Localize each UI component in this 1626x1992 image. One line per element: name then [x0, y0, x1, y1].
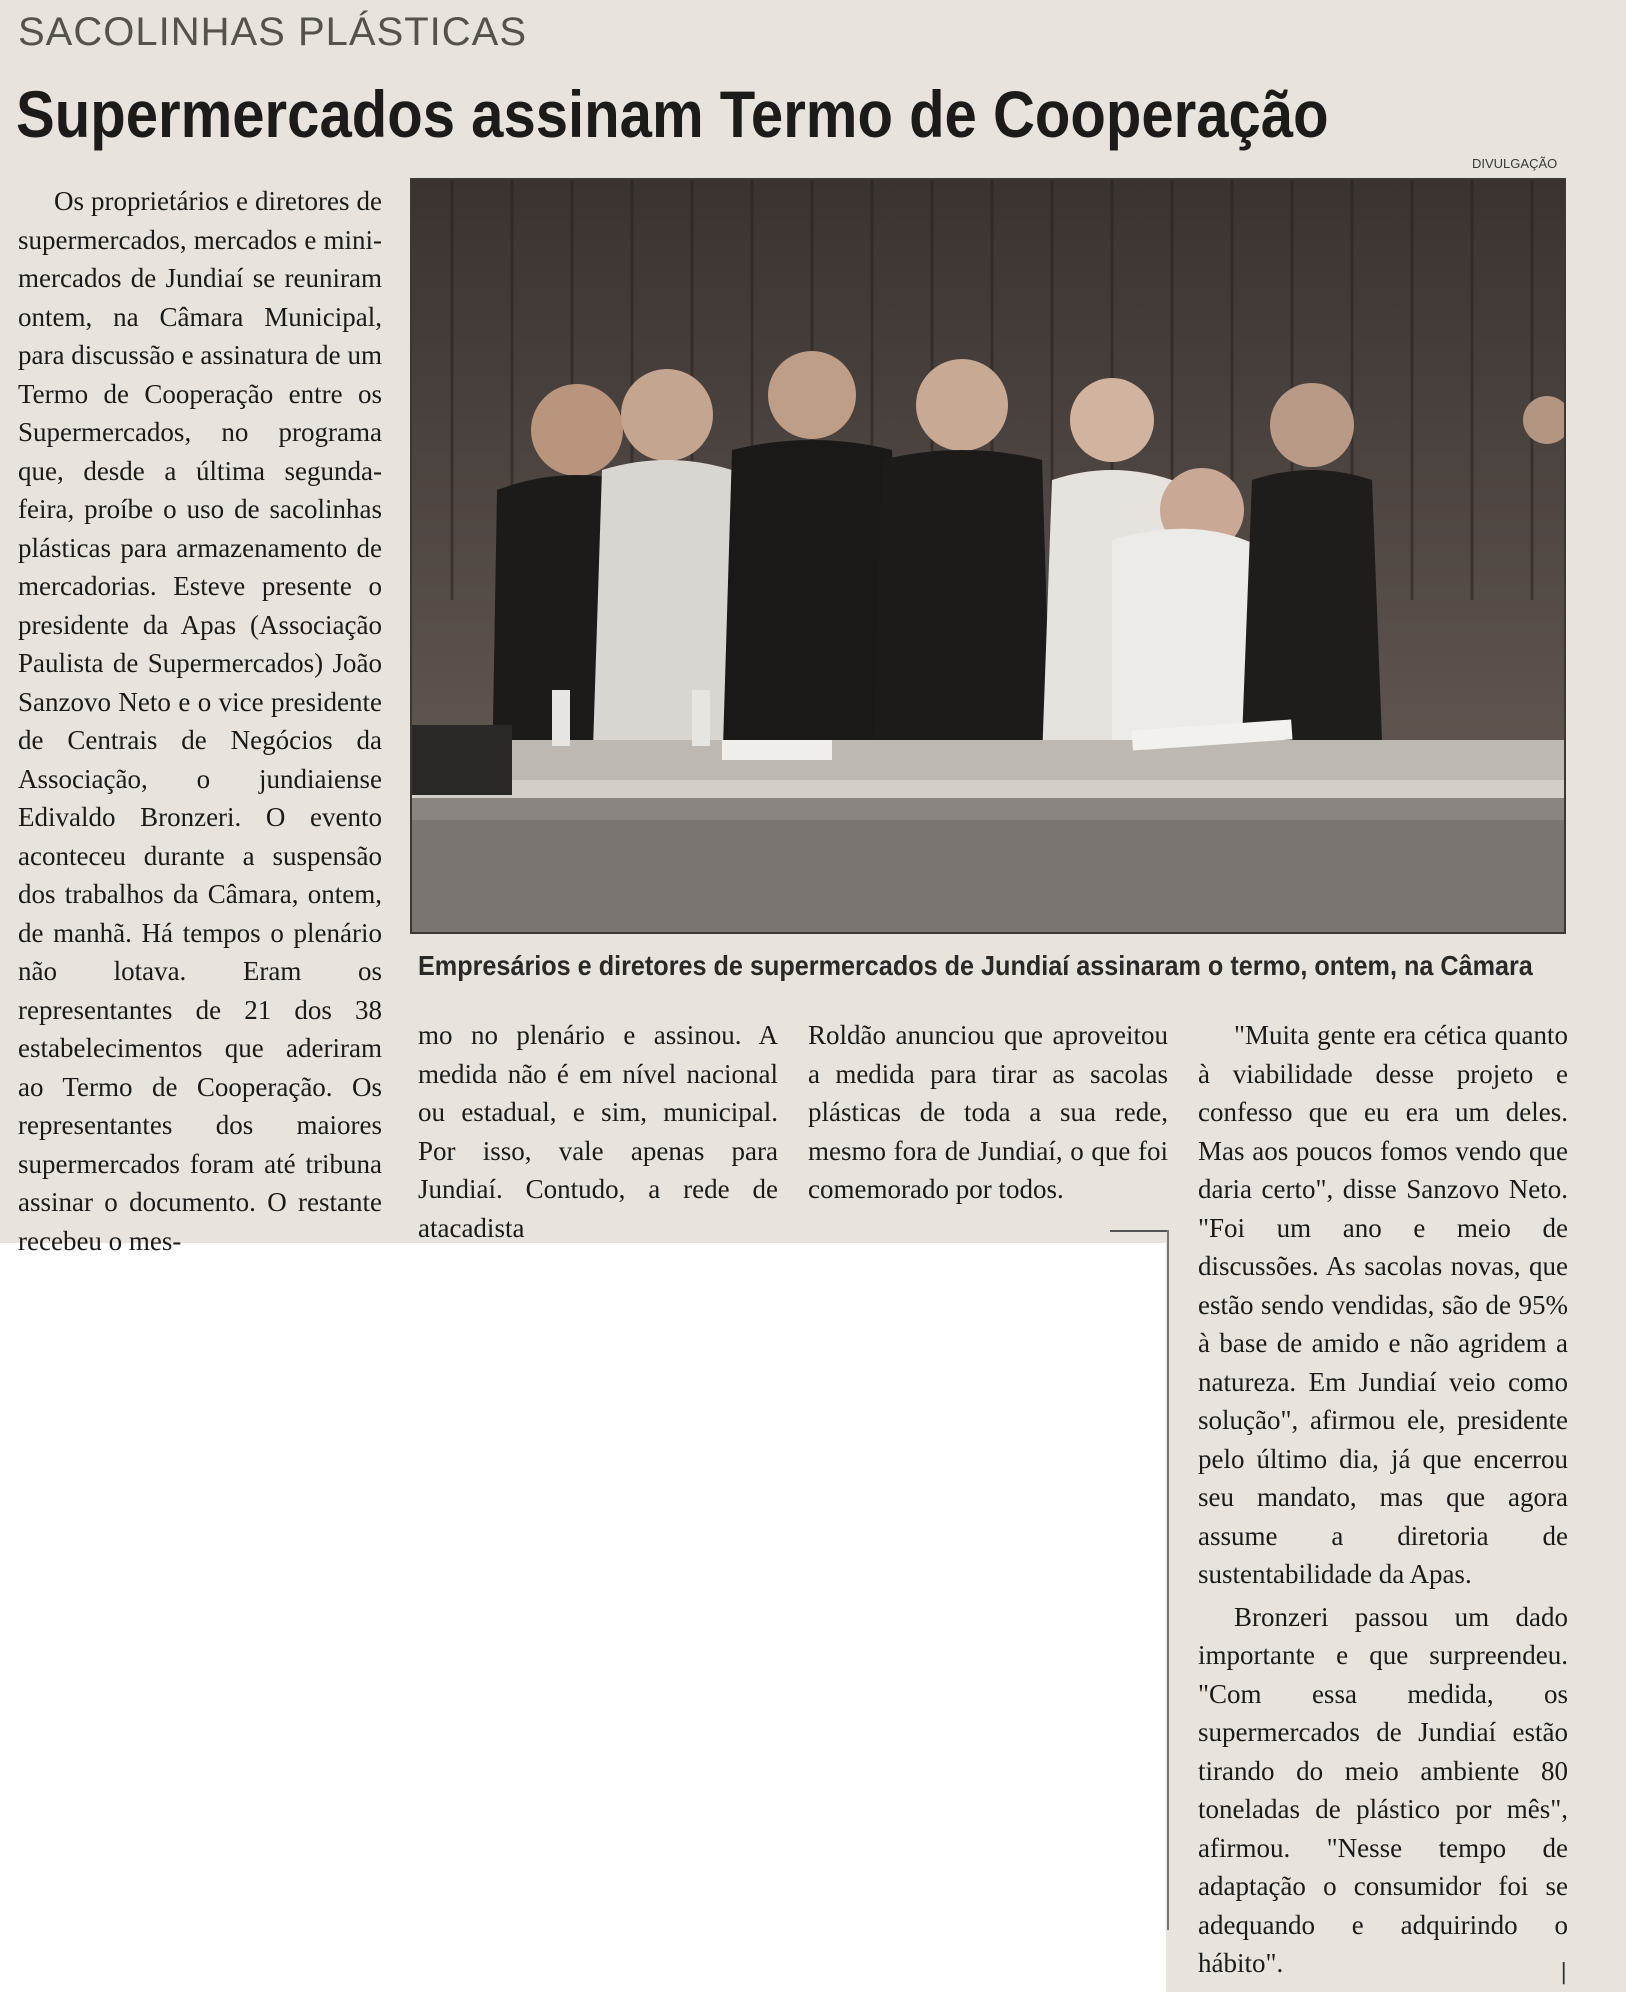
section-kicker: SACOLINHAS PLÁSTICAS: [18, 10, 528, 54]
article-column-3: [808, 1016, 1168, 1209]
page-mark: |: [1560, 1960, 1568, 1985]
article-photo: [410, 178, 1566, 934]
column-3-text: Roldão anunciou que aproveitou a medida para tirar as sacolas plásticas de toda a sua rede, mesmo fora de Jundiaí, o que foi comemorado por todos.: [808, 1020, 1168, 1204]
photo-credit: DIVULGAÇÃO: [1472, 156, 1558, 171]
article-column-2: [418, 1016, 778, 1247]
column-4-paragraph-2: Bronzeri passou um dado importante e que surpreendeu. "Com essa medida, os supermercados de Jundiaí estão tirando do meio ambiente 80 toneladas de plástico por mês", afirmou. "Nesse tempo de adaptação o consumidor foi se adequando e adquirindo o hábito".: [1198, 1601, 1568, 1978]
photo-caption: Empresários e diretores de supermercados de Jundiaí assinaram o termo, ontem, na Câmara: [418, 950, 1533, 981]
photo-illustration: [412, 180, 1564, 932]
clipping-edge-line: [1167, 1230, 1169, 1930]
column-2-text: mo no plenário e assinou. A medida não é em nível nacional ou estadual, e sim, municipal. Por isso, vale apenas para Jundiaí. Contudo, a rede de atacadista: [418, 1020, 778, 1243]
article-column-1: [18, 182, 382, 1260]
column-1-text: Os proprietários e diretores de supermercados, mercados e mini-mercados de Jundiaí se reuniram ontem, na Câmara Municipal, para discussão e assinatura de um Termo de Cooperação entre os Supermercados, no programa que, desde a última segunda-feira, proíbe o uso de sacolinhas plásticas para armazenamento de mercadorias. Esteve presente o presidente da Apas (Associação Paulista de Supermercados) João Sanzovo Neto e o vice presidente de Centrais de Negócios da Associação, o jundiaiense Edivaldo Bronzeri. O evento aconteceu durante a suspensão dos trabalhos da Câmara, ontem, de manhã. Há tempos o plenário não lotava. Eram os representantes de 21 dos 38 estabelecimentos que aderiram ao Termo de Cooperação. Os representantes dos maiores supermercados foram até tribuna assinar o documento. O restante recebeu o mes-: [18, 186, 382, 1256]
article-column-4: [1198, 1016, 1568, 1983]
clipping-cut-line: [1110, 1230, 1168, 1232]
column-4-paragraph-1: "Muita gente era cética quanto à viabilidade desse projeto e confesso que eu era um deles. Mas aos poucos fomos vendo que daria certo", disse Sanzovo Neto. "Foi um ano e meio de discussões. As sacolas novas, que estão sendo vendidas, são de 95% à base de amido e não agridem a natureza. Em Jundiaí veio como solução", afirmou ele, presidente pelo último dia, já que encerrou seu mandato, mas que agora assume a diretoria de sustentabilidade da Apas.: [1198, 1020, 1568, 1589]
article-headline: Supermercados assinam Termo de Cooperação: [16, 77, 1329, 151]
